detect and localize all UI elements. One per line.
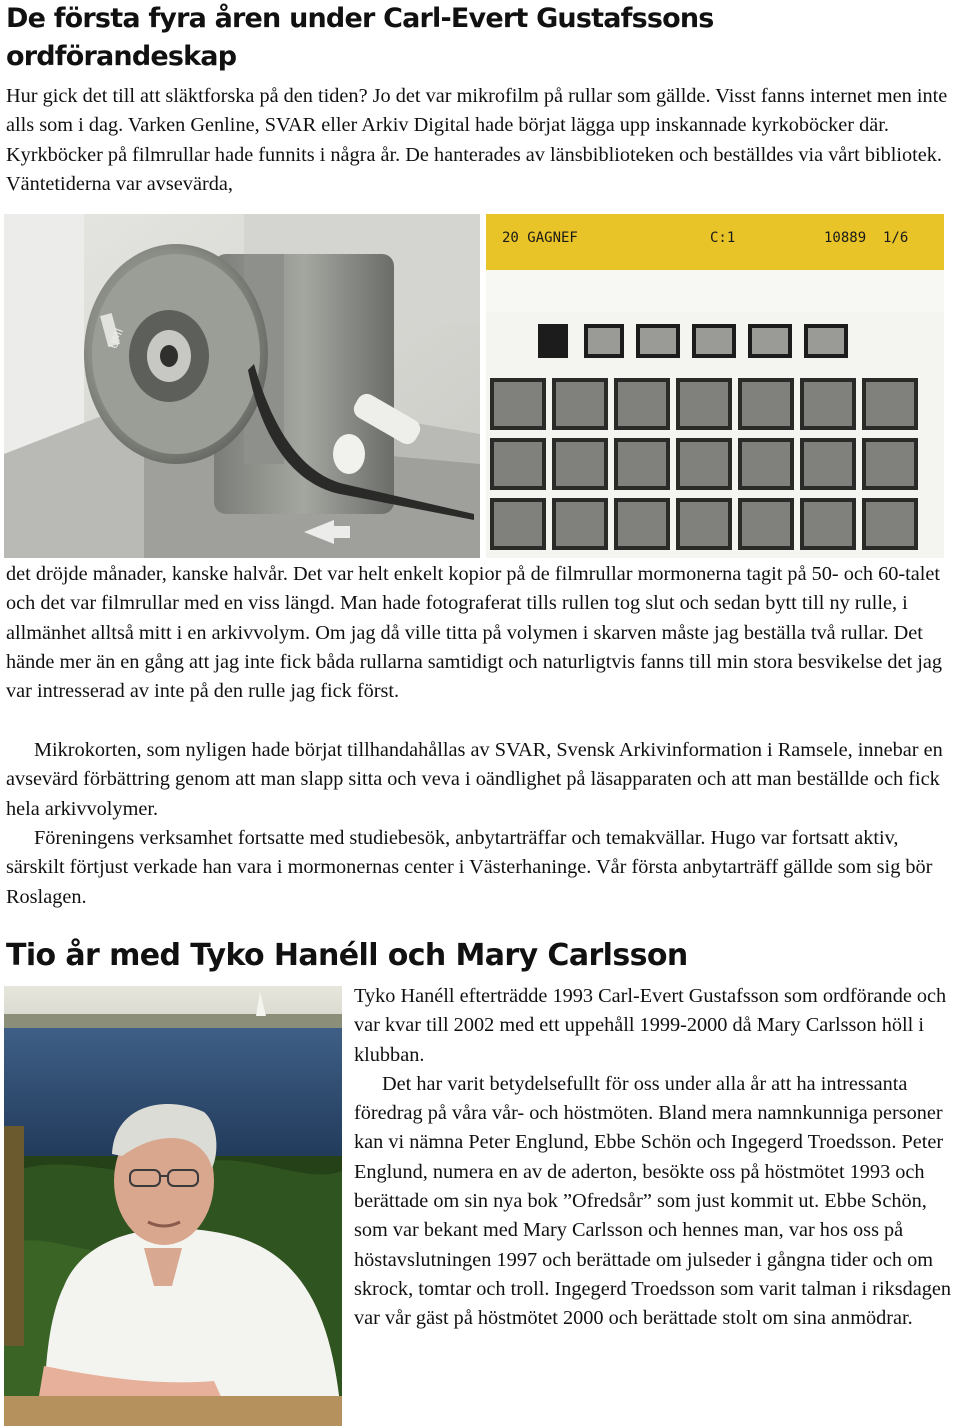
paragraph-film-rolls: det dröjde månader, kanske halvår. Det var helt enkelt kopior på de filmrullar mormonerna tagit på 50- och 60-talet och det var filmrullar med en viss längd. Man hade fotograferat tills rullen tog slut och sedan bytt till ny rulle, i allmänhet alltså mitt i en arkivvolym. Om jag då ville titta på volymen i skarven måste jag beställa två rullar. Det hände mer än en gång att jag inte fick båda rullarna samtidigt och naturligtvis fanns till min stora besvikelse det jag var intresserad av inte på den rulle jag fick först. (6, 563, 943, 703)
microfiche-header-mid: C:1 (710, 230, 736, 246)
microfiche-header (486, 214, 944, 270)
right-column-text (354, 982, 954, 1334)
section-title-tyko-mary: Tio år med Tyko Hanéll och Mary Carlsson (6, 938, 688, 973)
reel-label: UMI (106, 326, 127, 351)
paragraph-activities: Föreningens verksamhet fortsatte med studiebesök, anbytarträffar och temakvällar. Hugo var fortsatt aktiv, särskilt förtjust verkade han vara i mormonernas center i Västerhaninge. Vår första anbytarträff gällde som sig bör Roslagen. (6, 827, 933, 908)
paragraph-microcards: Mikrokorten, som nyligen hade börjat tillhandahållas av SVAR, Svensk Arkivinformation i Ramsele, innebar en avsevärd förbättring genom att man slapp sitta och veva i oändlighet på läsapparaten och att man beställde och fick hela arkivvolymer. (6, 739, 943, 820)
paragraph-lectures: Det har varit betydelsefullt för oss under alla år att ha intressanta föredrag på våra vår- och höstmöten. Bland mera namnkunniga personer kan vi nämna Peter Englund, Ebbe Schön och Ingegerd Troedsson. Peter Englund, numera en av de aderton, besökte oss på höstmötet 1993 och berättade om sin nya bok ”Ofredsår” som just kommit ut. Ebbe Schön, som var bekant med Mary Carlsson och hennes man, var hos oss på höstavslutningen 1997 och berättade om julseder i gångna tider och om skrock, tomtar och troll. Ingegerd Troedsson som varit talman i riksdagen var vår gäst på höstmötet 2000 och berättade stolt om sina anmödrar. (354, 1072, 952, 1330)
paragraph-tyko-hanell: Tyko Hanéll efterträdde 1993 Carl-Evert Gustafsson som ordförande och var kvar till 2002 med ett uppehåll 1999-2000 då Mary Carlsson höll i klubban. (354, 985, 947, 1066)
microfilm-reel-photo (4, 214, 480, 558)
microfiche-photo (486, 214, 944, 558)
intro-paragraph: Hur gick det till att släktforska på den tiden? Jo det var mikrofilm på rullar som gällde. Visst fanns internet men inte alls som i dag. Varken Genline, SVAR eller Arkiv Digital hade börjat lägga upp inskannade kyrkoböcker där. Kyrkböcker på filmrullar hade funnits i några år. De hanterades av länsbiblioteken och beställdes via vårt bibliotek. Väntetiderna var avsevärda, (6, 85, 948, 195)
section-title-carl-evert: De första fyra åren under Carl-Evert Gustafssons ordförandeskap (6, 3, 714, 72)
portrait-photo-man (4, 986, 342, 1426)
microfiche-header-left: 20 GAGNEF (502, 230, 578, 246)
microfiche-header-right: 10889 1/6 (824, 230, 909, 246)
